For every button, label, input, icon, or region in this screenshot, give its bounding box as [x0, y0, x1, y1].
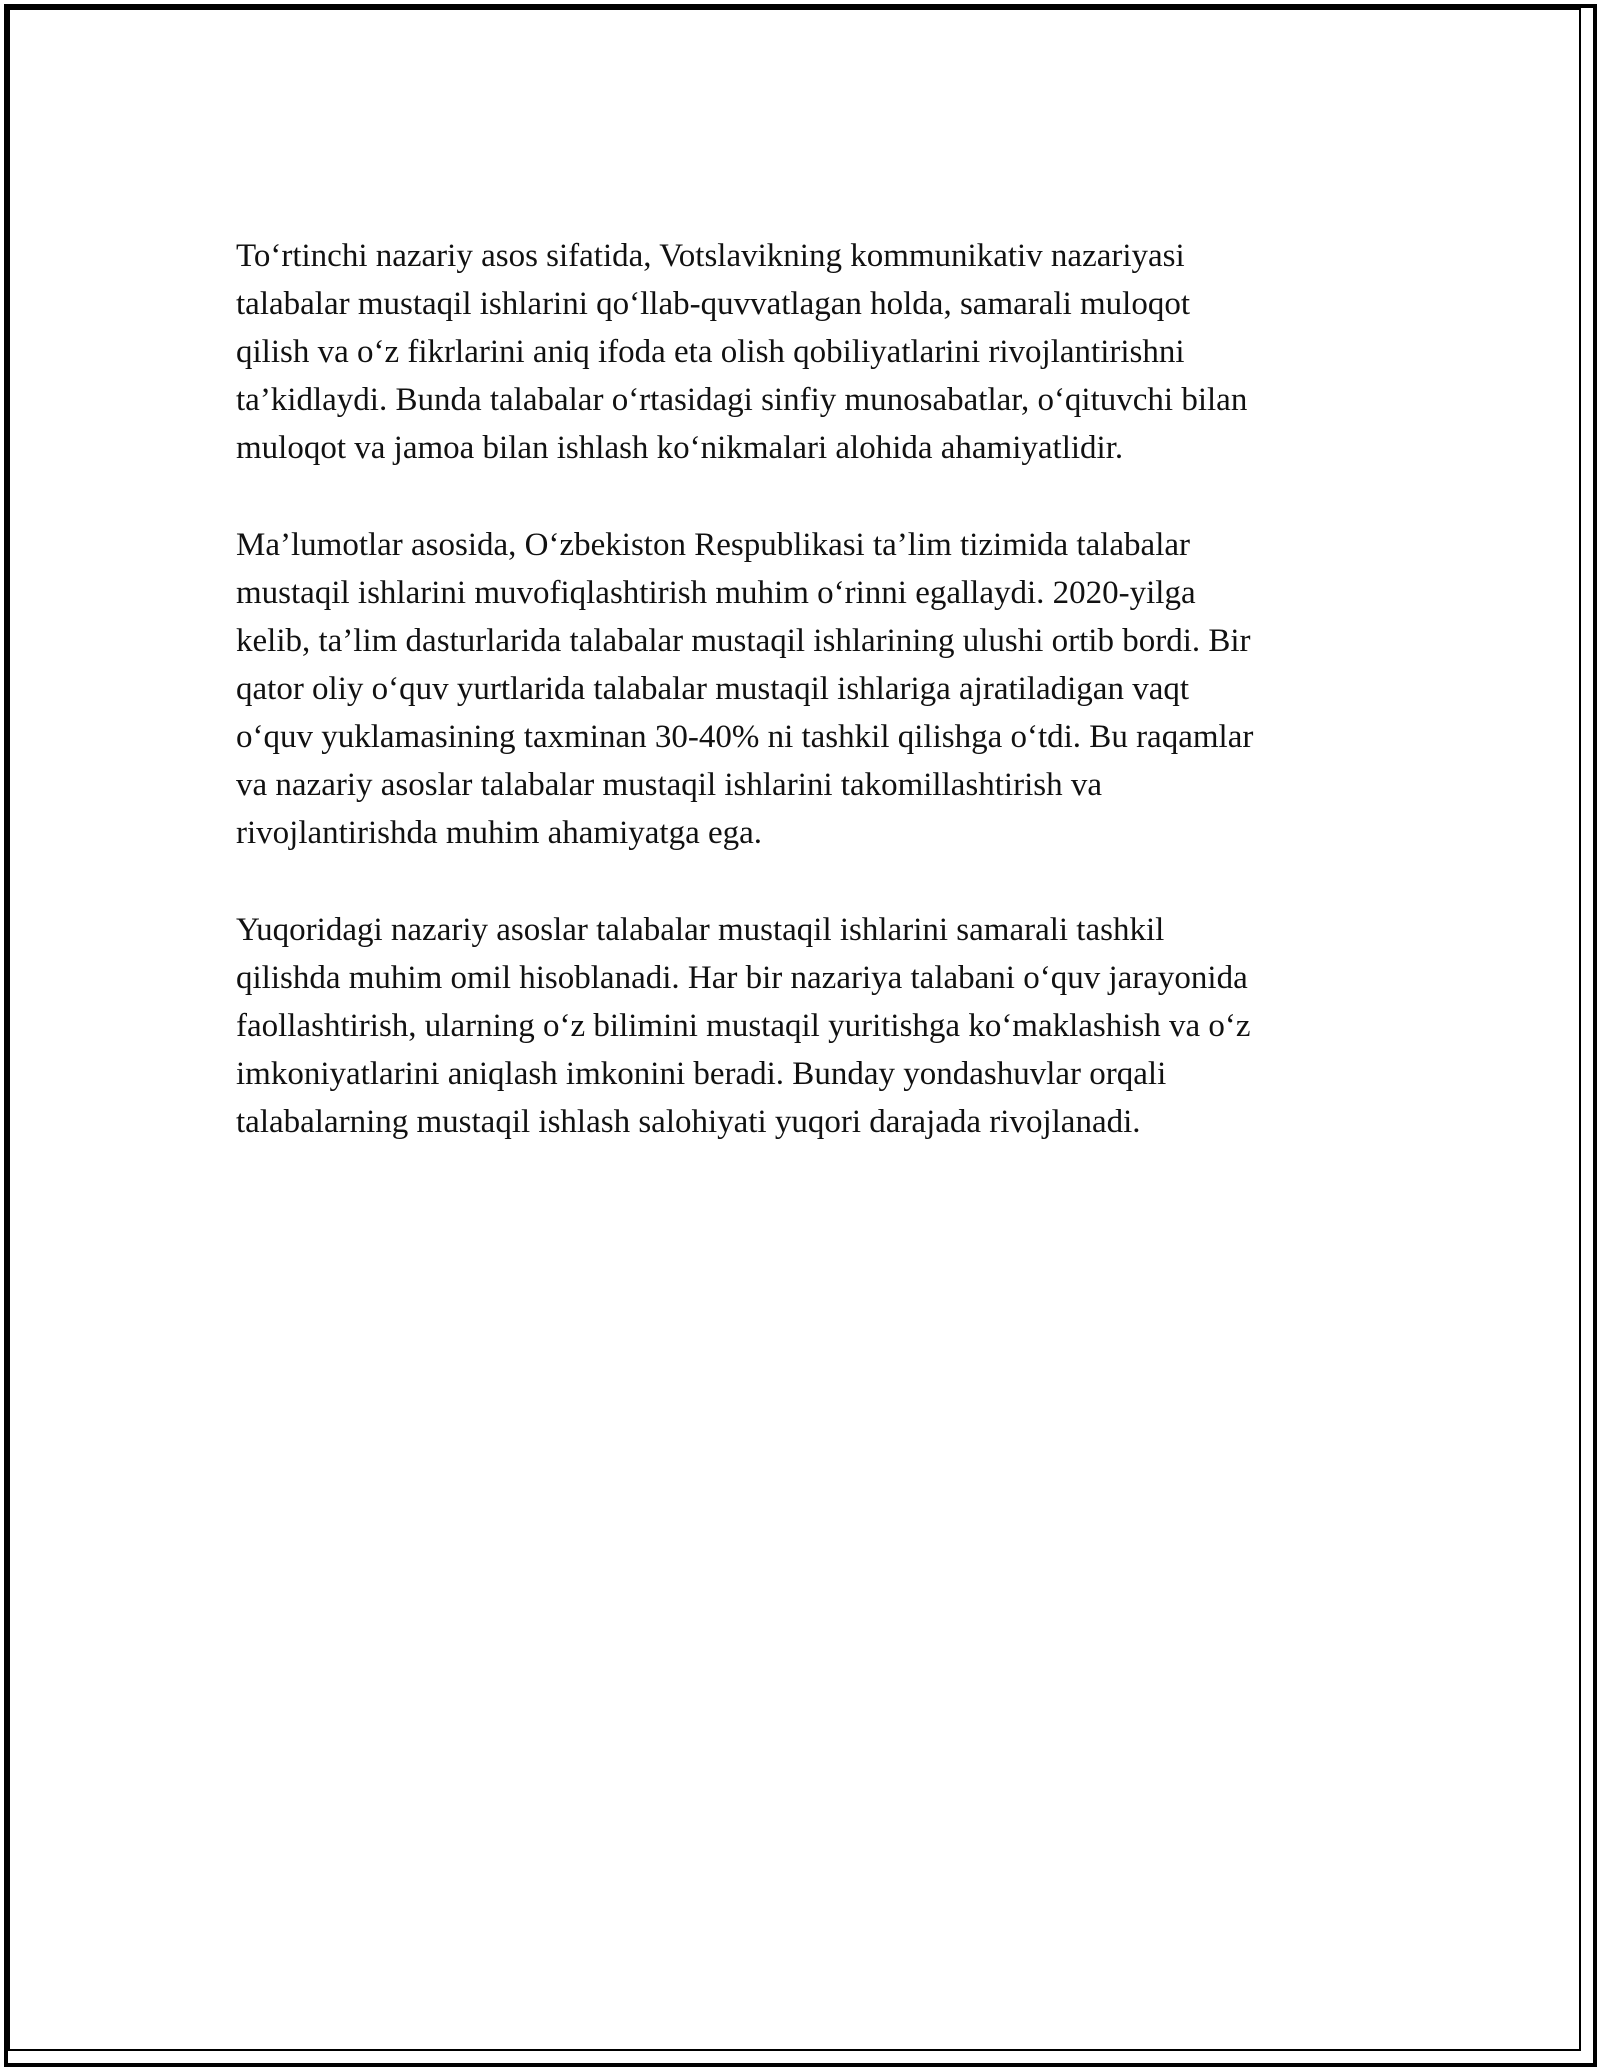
paragraph-communicative-theory: To‘rtinchi nazariy asos sifatida, Votslavikning kommunikativ nazariyasi talabalar mustaqil ishlarini qo‘llab-quvvatlagan holda, samarali muloqot qilish va o‘z fikrlarini aniq ifoda eta olish qobiliyatlarini rivojlantirishni ta’kidlaydi. Bunda talabalar o‘rtasidagi sinfiy munosabatlar, o‘qituvchi bilan muloqot va jamoa bilan ishlash ko‘nikmalari alohida ahamiyatlidir. [236, 238, 1248, 466]
paragraph-statistics: Ma’lumotlar asosida, O‘zbekiston Respublikasi ta’lim tizimida talabalar mustaqil ishlarini muvofiqlashtirish muhim o‘rinni egallaydi. 2020-yilga kelib, ta’lim dasturlarida talabalar mustaqil ishlarining ulushi ortib bordi. Bir qator oliy o‘quv yurtlarida talabalar mustaqil ishlariga ajratiladigan vaqt o‘quv yuklamasining taxminan 30-40% ni tashkil qilishga o‘tdi. Bu raqamlar va nazariy asoslar talabalar mustaqil ishlarini takomillashtirish va rivojlantirishda muhim ahamiyatga ega. [236, 527, 1254, 851]
paragraph-conclusion: Yuqoridagi nazariy asoslar talabalar mustaqil ishlarini samarali tashkil qilishda muhim omil hisoblanadi. Har bir nazariya talabani o‘quv jarayonida faollashtirish, ularning o‘z bilimini mustaqil yuritishga ko‘maklashish va o‘z imkoniyatlarini aniqlash imkonini beradi. Bunday yondashuvlar orqali talabalarning mustaqil ishlash salohiyati yuqori darajada rivojlanadi. [236, 912, 1251, 1140]
document-body [236, 232, 1396, 1195]
